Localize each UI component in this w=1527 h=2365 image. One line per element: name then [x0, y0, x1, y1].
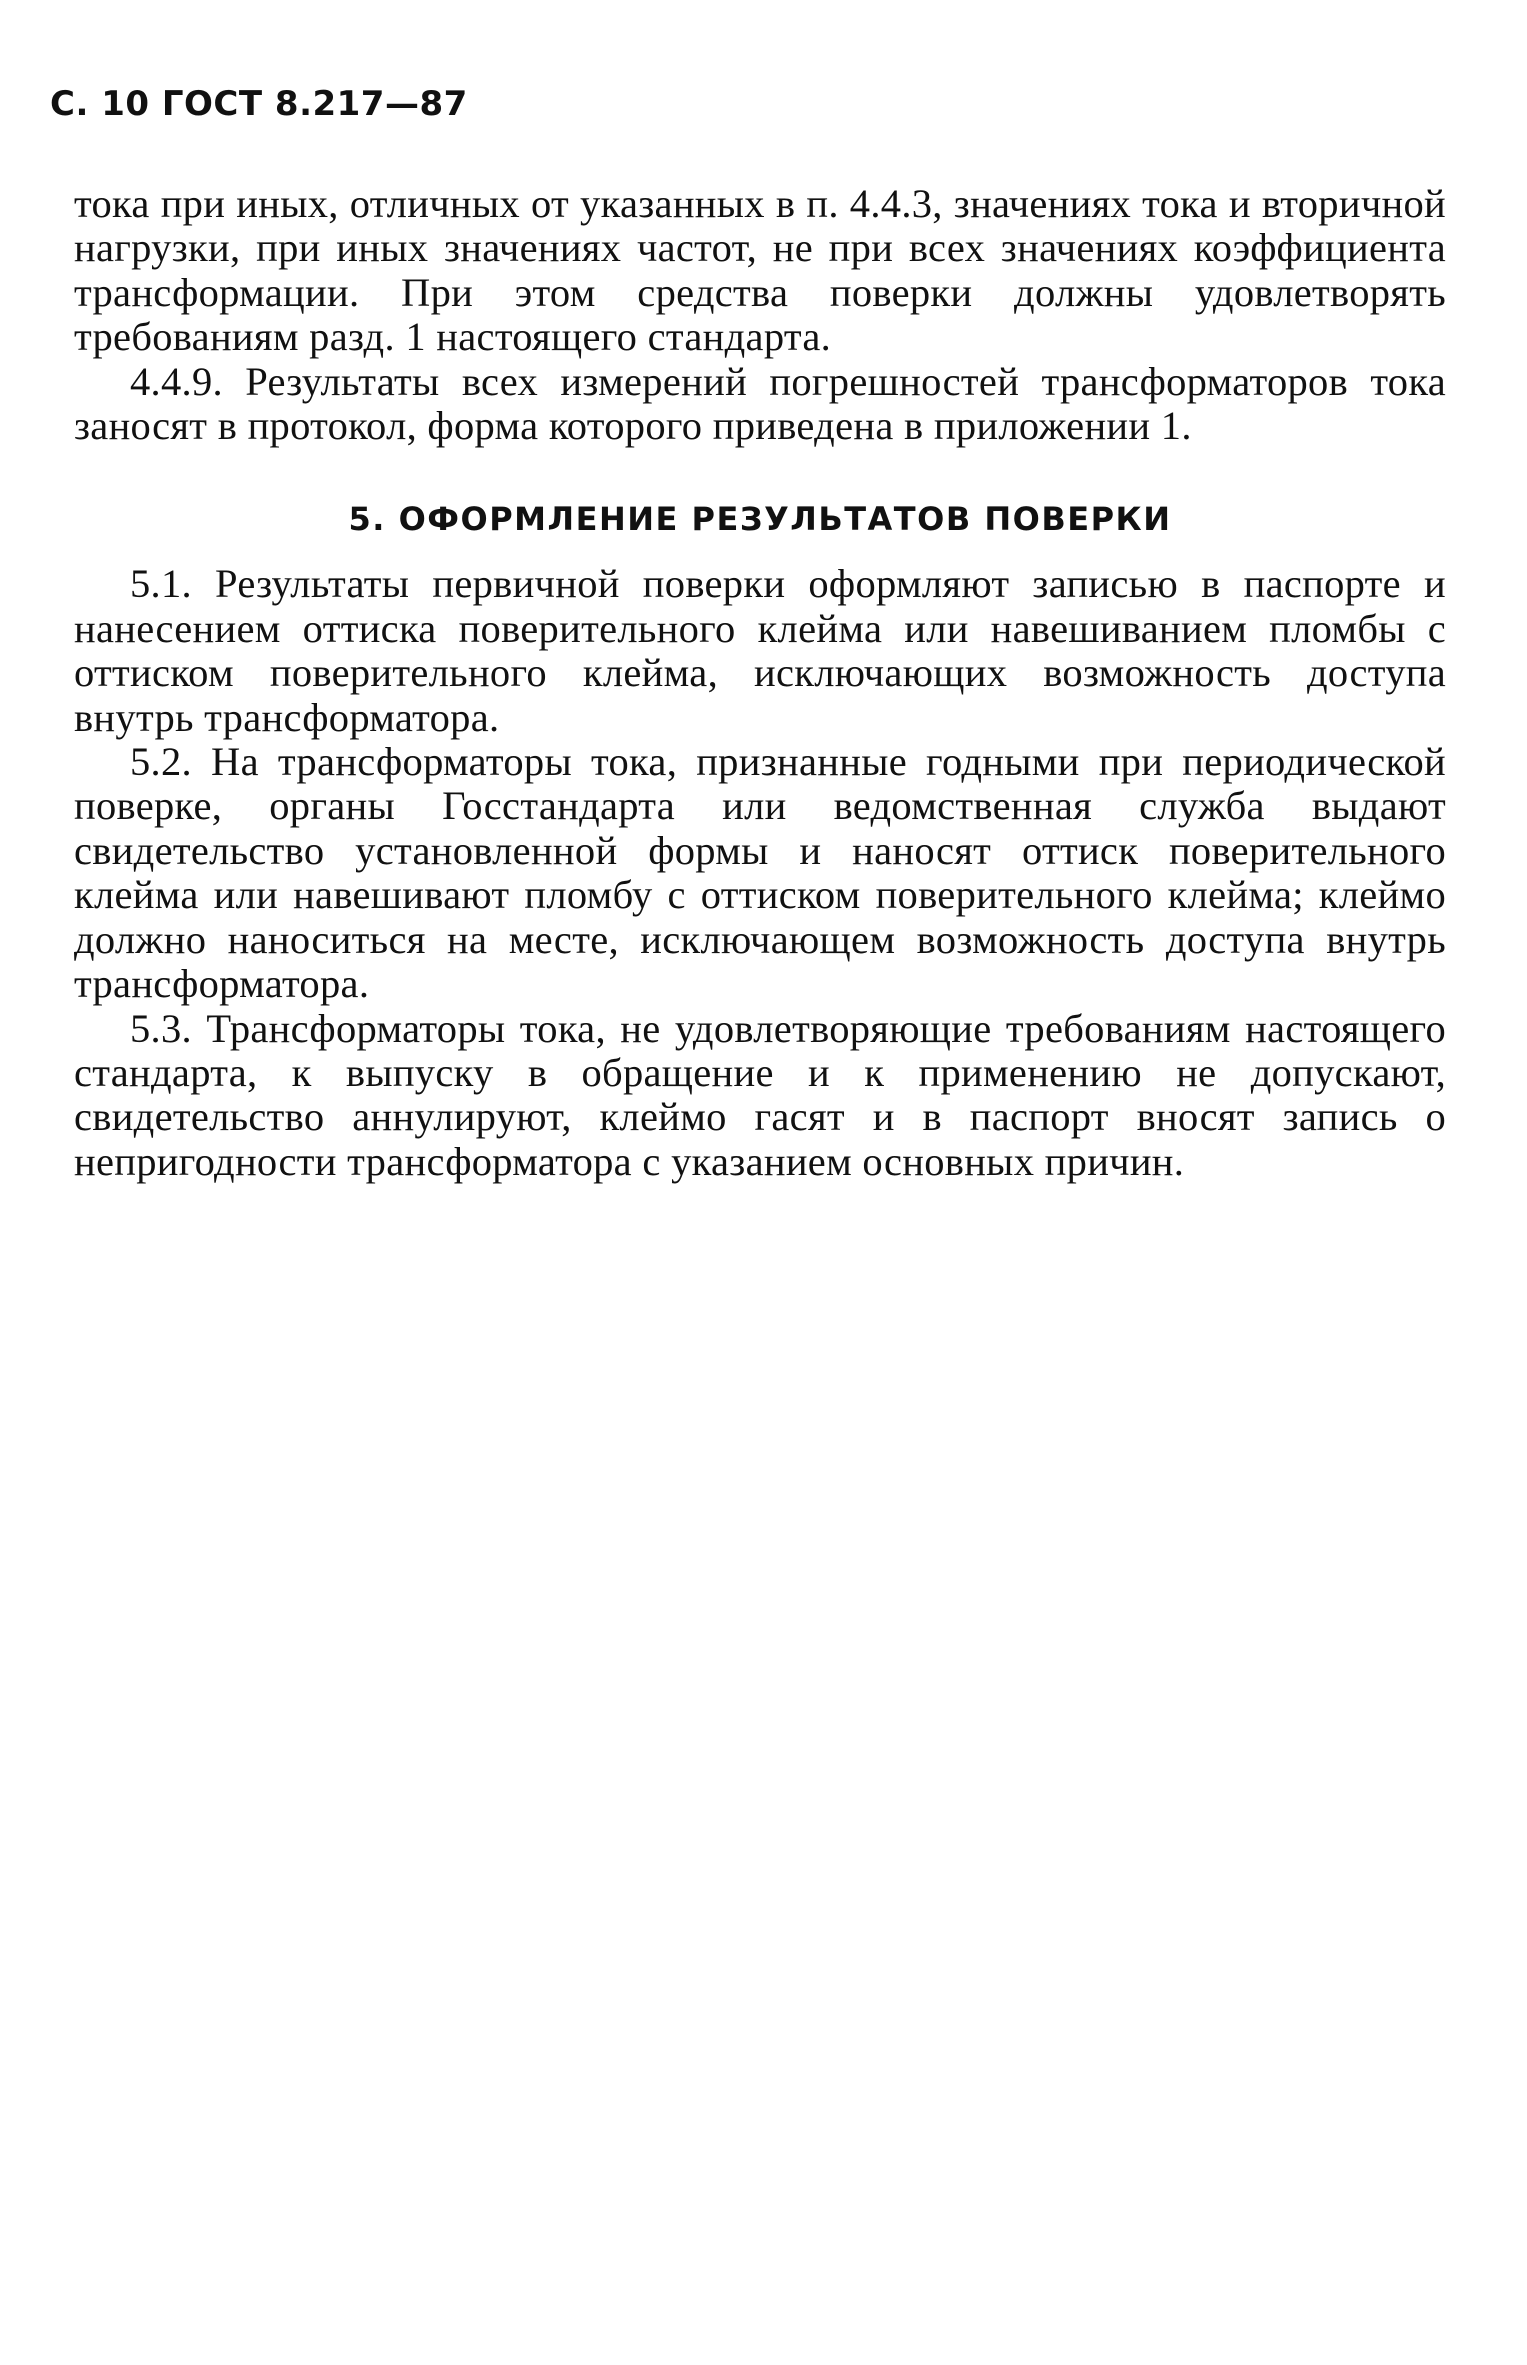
- continuation-paragraph: тока при иных, отличных от указанных в п. 4.4.3, значениях тока и вторичной нагрузки, при иных значениях частот, не при всех значениях коэффициента трансформации. При этом средства поверки должны удовлетворять требованиям разд. 1 настоящего стандарта.: [74, 181, 1446, 360]
- section-5-title: 5. ОФОРМЛЕНИЕ РЕЗУЛЬТАТОВ ПОВЕРКИ: [348, 500, 1172, 539]
- page-header: С. 10 ГОСТ 8.217—87: [50, 84, 468, 124]
- clause-5-3: 5.3. Трансформаторы тока, не удовлетворяющие требованиям настоящего стандарта, к выпуску в обращение и к применению не допускают, свидетельство аннулируют, клеймо гасят и в паспорт вносят запись о непригодности трансформатора с указанием основных причин.: [74, 1005, 1446, 1184]
- clause-5-1: 5.1. Результаты первичной поверки оформляют записью в паспорте и нанесением оттиска поверительного клейма или навешиванием пломбы с оттиском поверительного клейма, исключающих возможность доступа внутрь трансформатора.: [74, 561, 1446, 740]
- clause-5-2: 5.2. На трансформаторы тока, признанные годными при периодической поверке, органы Госстандарта или ведомственная служба выдают свидетельство установленной формы и наносят оттиск поверительного клейма или навешивают пломбу с оттиском поверительного клейма; клеймо должно наноситься на месте, исключающем возможность доступа внутрь трансформатора.: [74, 739, 1446, 1007]
- document-body: [74, 182, 1446, 1184]
- clause-4-4-9: 4.4.9. Результаты всех измерений погрешностей трансформаторов тока заносят в протокол, форма которого приведена в приложении 1.: [74, 358, 1446, 449]
